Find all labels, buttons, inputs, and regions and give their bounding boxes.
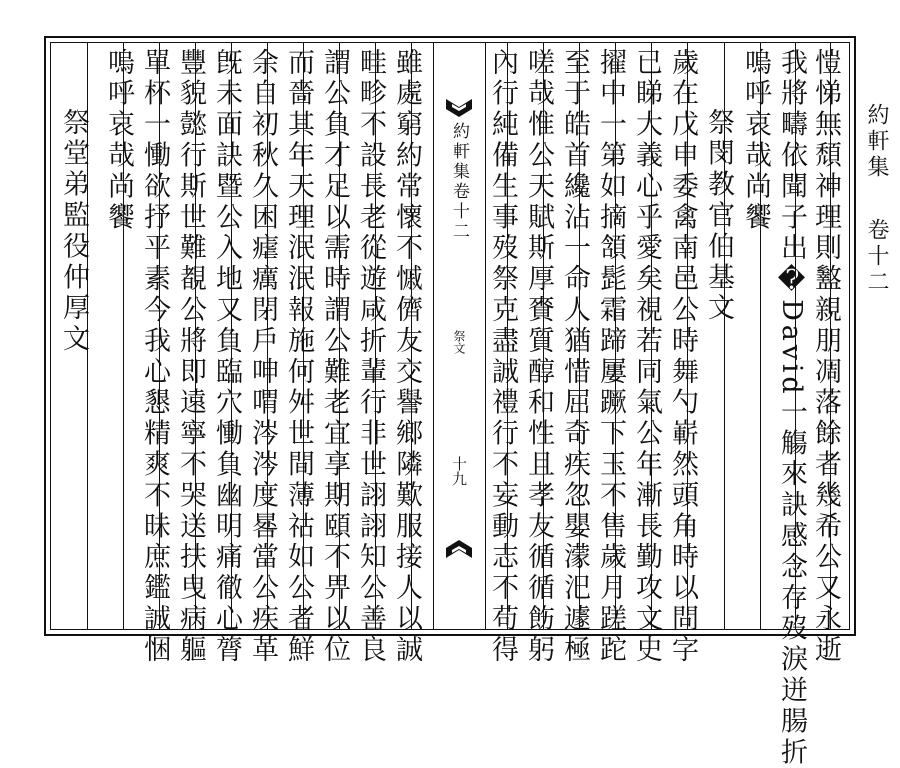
- text-column: 旣未面訣暨公入地又負臨穴慟負幽明痛徹心膂: [211, 48, 242, 666]
- text-column: 余自初秋久困瘧癘閉戶呻喟涔涔度晷當公疾革: [247, 48, 278, 666]
- center-page-number: 十九: [450, 456, 468, 486]
- text-column: 雖處窮約常懷不慽儕友交譽鄉隣歎服接人以誠: [391, 48, 422, 666]
- text-column: 而嗇其年天理泯泯報施何舛世間薄祜如公者鮮: [283, 48, 314, 666]
- text-column: 單杯一慟欲抒平素今我心懇精爽不昧庶鑑誠悃: [139, 48, 170, 666]
- text-column: 謂公負才足以需時謂公難老宜享期頤不畀以位: [319, 48, 350, 666]
- text-column: 擢中一第如摘頷髭霜蹄屢蹶下玉不售歲月蹉跎: [595, 48, 626, 666]
- center-book-title: 約軒集卷十二: [449, 122, 469, 242]
- text-column: 畦畛不設長老從遊咸折輩行非世詡詡知公善良: [355, 48, 386, 666]
- text-column: 嗚呼哀哉尚饗: [103, 48, 134, 234]
- text-column: 歲在戊申委禽南邑公時舞勺嶄然頭角時以問字: [667, 48, 698, 666]
- text-column: 我將疇依聞子出�David一觴來訣感念存歿淚迸腸折: [776, 48, 807, 768]
- upper-fish-tail-icon: [446, 97, 472, 119]
- text-column: 祭閔教官伯基文: [703, 108, 734, 325]
- text-column: 至于皓首纔沾一命人猶惜屈奇疾忽嬰濛汜遽極: [559, 48, 590, 666]
- text-column: 已睇大義心乎愛矣視若同氣公年漸長勤攻文史: [631, 48, 662, 666]
- lower-fish-tail-icon: [446, 538, 472, 560]
- center-section-label: 祭文: [452, 330, 466, 354]
- column-rule: [485, 42, 486, 630]
- text-column: 嗟哉惟公天賦斯厚賚質醇和性且孝友循循飭躬: [523, 48, 554, 666]
- text-column: 愷悌無頹神理則盭親朋凋落餘者幾希公又永逝: [810, 48, 841, 666]
- text-column: 嗚呼哀哉尚饗: [740, 48, 771, 234]
- text-column: 豐貌懿行斯世難覩公將即遠寧不哭送扶曳病軀: [175, 48, 206, 666]
- margin-volume: 卷十二: [864, 218, 889, 296]
- text-column: 內行純備生事歿祭克盡誠禮行不妄動志不苟得: [487, 48, 518, 666]
- margin-book-title: 約軒集: [864, 103, 889, 181]
- next-essay-title: 祭堂弟監役仲厚文: [58, 108, 89, 356]
